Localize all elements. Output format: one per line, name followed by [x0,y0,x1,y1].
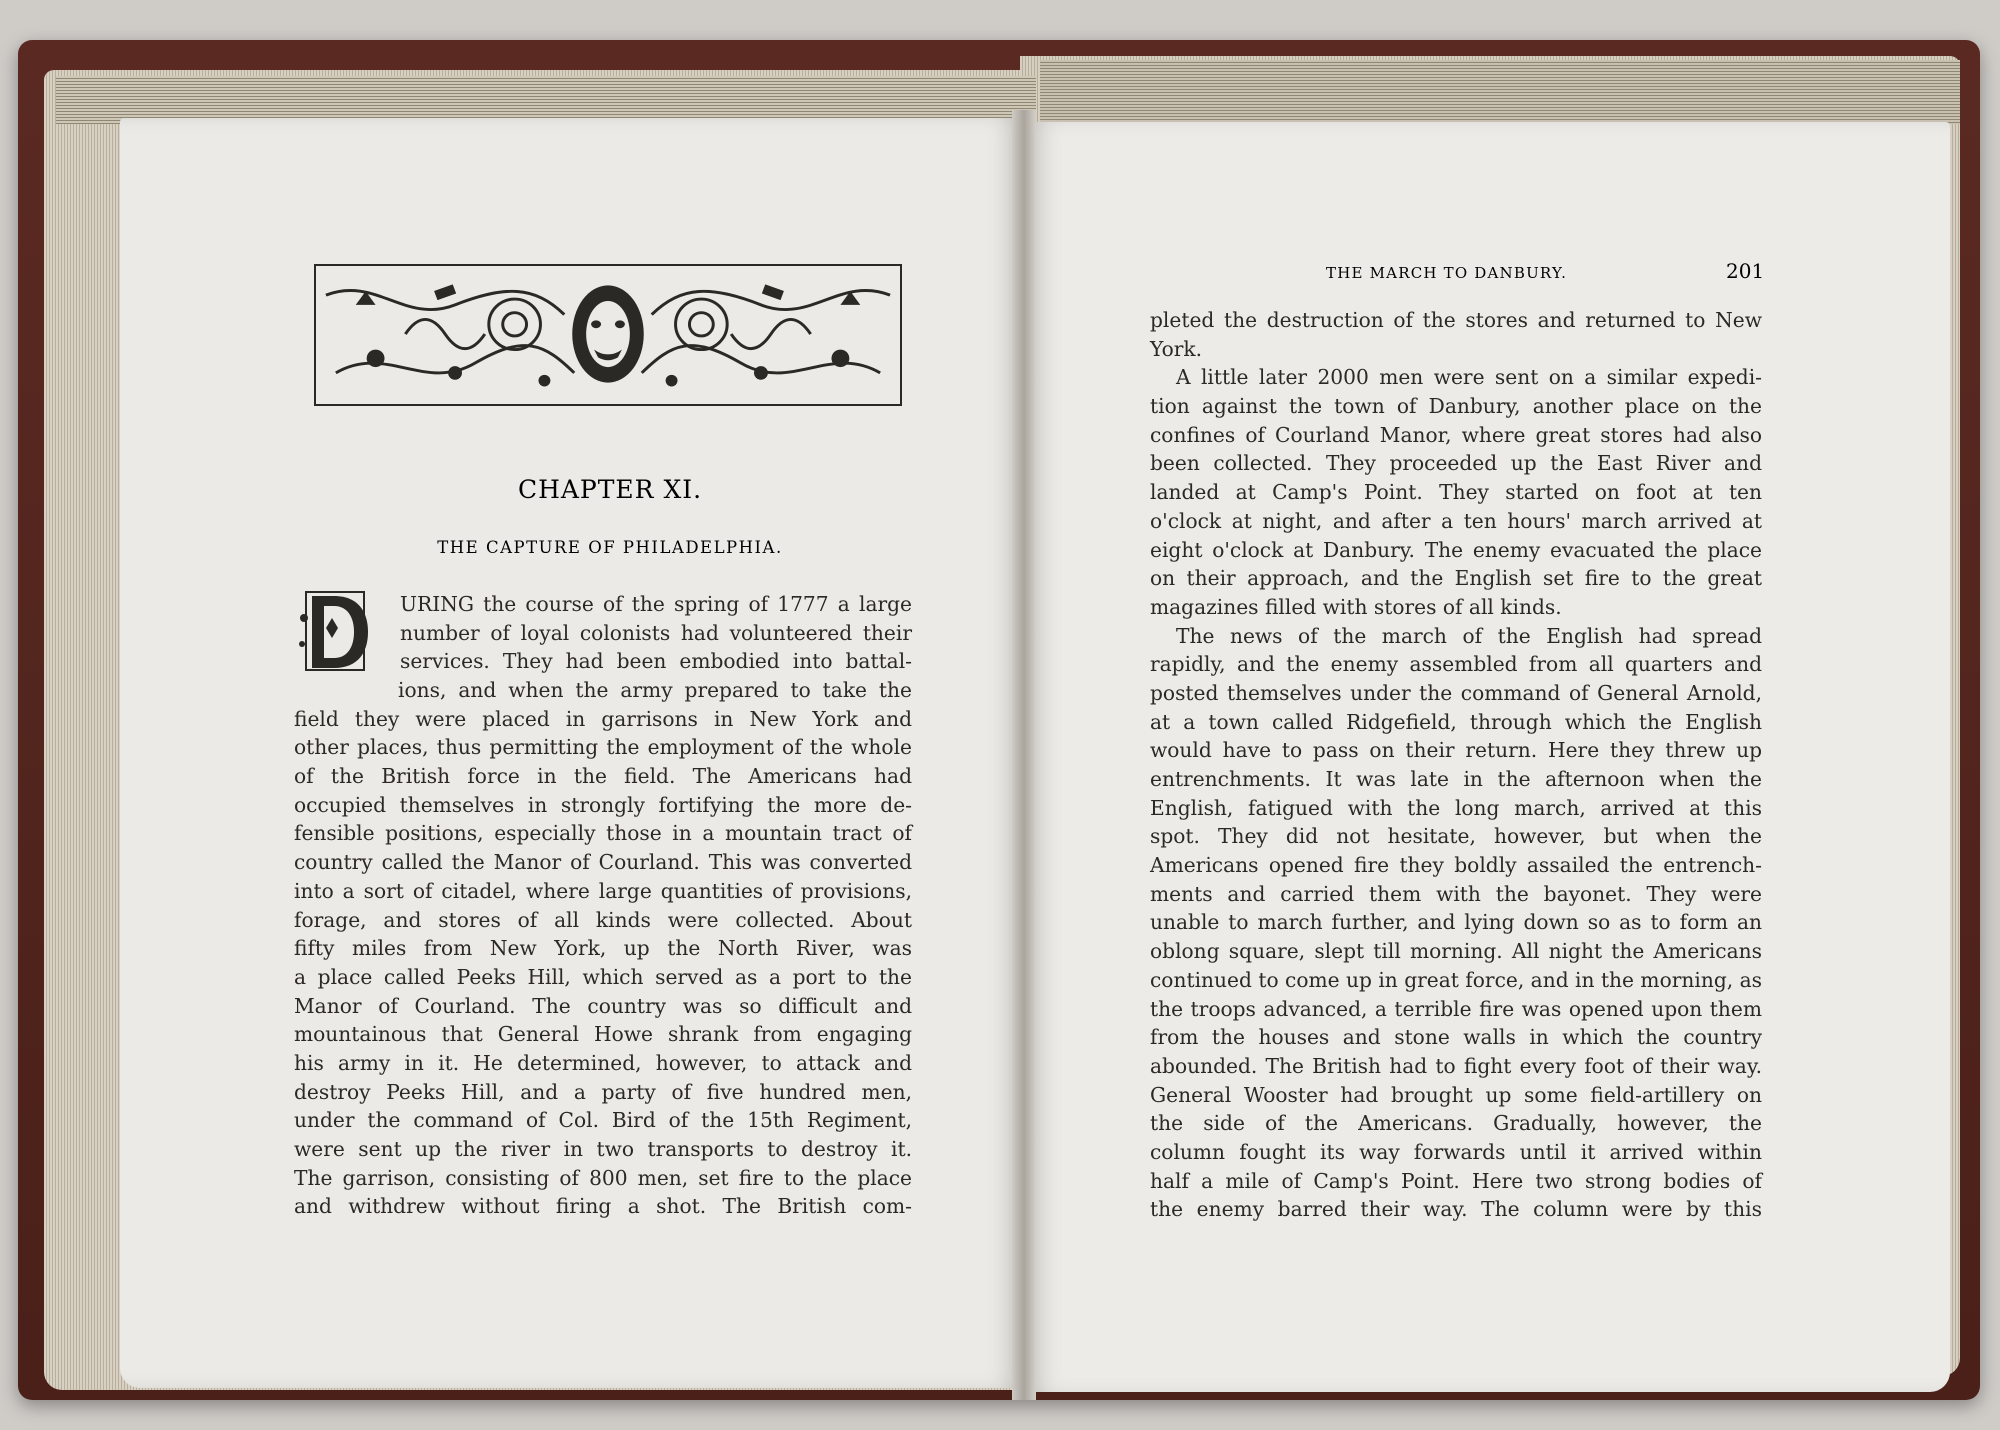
text-line: posted themselves under the command of General Arnold, [1150,680,1762,705]
text-line: been collected. They proceeded up the East River and [1150,451,1762,476]
running-head: THE MARCH TO DANBURY. [1326,264,1568,282]
text-line: mountainous that General Howe shrank from engaging [294,1022,912,1047]
book-gutter [1012,110,1036,1400]
decorated-initial-icon [298,588,372,674]
text-line: abounded. The British had to fight every foot of their way. [1150,1053,1762,1078]
text-line: would have to pass on their return. Here they threw up [1150,738,1762,763]
text-line: eight o'clock at Danbury. The enemy evacuated the place [1150,537,1762,562]
text-line: pleted the destruction of the stores and returned to New [1150,308,1762,332]
text-line: into a sort of citadel, where large quantities of provisions, [294,878,912,903]
text-line: confines of Courland Manor, where great stores had also [1150,422,1762,447]
text-line: half a mile of Camp's Point. Here two strong bodies of [1150,1168,1762,1193]
text-line: oblong square, slept till morning. All night the Americans [1150,939,1762,964]
text-line: column fought its way forwards until it arrived within [1150,1139,1762,1164]
text-line: ments and carried them with the bayonet. They were [1150,881,1762,906]
text-line: other places, thus permitting the employment of the whole [294,735,912,760]
text-line: landed at Camp's Point. They started on foot at ten [1150,480,1762,505]
text-line: the troops advanced, a terrible fire was opened upon them [1150,996,1762,1021]
page-number: 201 [1726,259,1765,283]
text-line: ions, and when the army prepared to take the [398,678,912,702]
chapter-subtitle: THE CAPTURE OF PHILADELPHIA. [437,538,783,557]
dropcap [298,588,372,674]
text-line: the side of the Americans. Gradually, however, the [1150,1111,1762,1136]
chapter-title: CHAPTER XI. [517,475,703,504]
svg-text:D: D [298,588,299,589]
text-line: and withdrew without firing a shot. The British com- [294,1194,912,1219]
text-line: the enemy barred their way. The column were by this [1150,1197,1762,1222]
text-line: his army in it. He determined, however, to attack and [294,1050,912,1075]
text-line: forage, and stores of all kinds were collected. About [294,907,912,932]
text-line: unable to march further, and lying down so as to form an [1150,910,1762,935]
text-line: entrenchments. It was late in the afternoon when the [1150,767,1762,791]
text-line: on their approach, and the English set fire to the great [1150,566,1762,591]
text-line: The garrison, consisting of 800 men, set fire to the place [294,1165,912,1190]
text-line: fensible positions, especially those in a mountain tract of [294,821,912,846]
text-line: number of loyal colonists had volunteered their [400,620,912,645]
text-line: destroy Peeks Hill, and a party of five hundred men, [294,1079,912,1104]
text-line: country called the Manor of Courland. This was converted [294,850,912,875]
text-line: rapidly, and the enemy assembled from all quarters and [1150,652,1762,677]
text-line: English, fatigued with the long march, arrived at this [1150,795,1762,820]
text-line: fifty miles from New York, up the North River, was [294,936,912,961]
scrollwork-ornament-icon [316,266,900,404]
text-line: URING the course of the spring of 1777 a large [400,592,912,616]
text-line: spot. They did not hesitate, however, but when the [1150,824,1762,849]
text-line: A little later 2000 men were sent on a similar expedi- [1176,365,1762,390]
text-line: from the houses and stone walls in which the country [1150,1025,1762,1050]
text-line: field they were placed in garrisons in New York and [294,706,912,731]
text-line: General Wooster had brought up some field-artillery on [1150,1082,1762,1107]
text-line: Manor of Courland. The country was so difficult and [294,993,912,1018]
left-page-opening-lines [400,590,912,676]
text-line: York. [1150,336,1203,361]
text-line: continued to come up in great force, and in the morning, as [1150,967,1762,992]
text-line: o'clock at night, and after a ten hours' march arrived at [1150,508,1762,533]
text-line: Americans opened fire they boldly assailed the entrench- [1150,853,1762,878]
left-page-body [294,676,912,1221]
ornamental-headpiece [314,264,902,406]
left-top-edges [56,76,1036,124]
text-line: under the command of Col. Bird of the 15th Regiment, [294,1108,912,1133]
text-line: occupied themselves in strongly fortifying the more de- [294,792,912,817]
text-line: a place called Peeks Hill, which served as a port to the [294,964,912,989]
right-top-edges [1040,60,1960,124]
right-page-body [1150,306,1762,1224]
text-line: magazines filled with stores of all kinds. [1150,594,1562,619]
text-line: services. They had been embodied into battal- [400,649,912,674]
text-line: of the British force in the field. The Americans had [294,764,912,789]
text-line: were sent up the river in two transports to destroy it. [294,1137,912,1161]
text-line: The news of the march of the English had spread [1176,623,1762,648]
text-line: tion against the town of Danbury, another place on the [1150,394,1762,419]
text-line: at a town called Ridgefield, through which the English [1150,709,1762,734]
